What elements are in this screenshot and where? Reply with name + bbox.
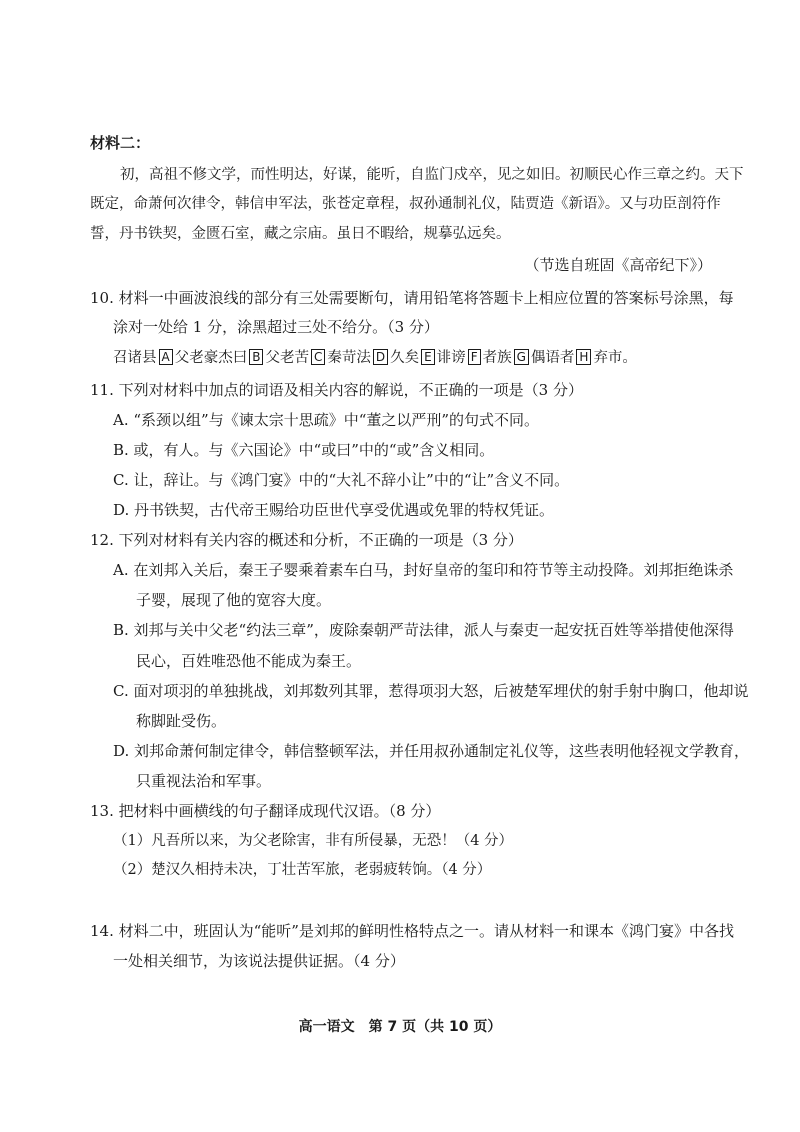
sentence-segment: 弃市。 xyxy=(593,350,637,366)
sentence-segment: 久矣 xyxy=(390,350,420,366)
question-12-option-b-cont: 民心，百姓唯恐他不能成为秦王。 xyxy=(136,652,362,670)
question-12-option-c: C. 面对项羽的单独挑战，刘邦数列其罪，惹得项羽大怒，后被楚军埋伏的射手射中胸口，他却说 xyxy=(113,682,749,700)
break-mark-f: F xyxy=(468,349,481,365)
break-mark-g: G xyxy=(514,349,529,365)
material-source: （节选自班固《高帝纪下》） xyxy=(524,256,712,274)
question-10-stem: 涂对一处给 1 分，涂黑超过三处不给分。（3 分） xyxy=(113,318,439,336)
material-line: 初，高祖不修文学，而性明达，好谋，能听，自监门戍卒，见之如旧。初顺民心作三章之约。天下 xyxy=(120,167,744,183)
sentence-segment: 父老豪杰曰 xyxy=(174,350,248,366)
question-12-option-a-cont: 子婴，展现了他的宽容大度。 xyxy=(136,591,332,609)
page-footer: 高一语文 第 7 页（共 10 页） xyxy=(298,1019,502,1035)
question-11-stem: 11. 下列对材料中加点的词语及相关内容的解说，不正确的一项是（3 分） xyxy=(90,381,583,399)
sentence-segment: 父老苦 xyxy=(265,350,309,366)
sentence-segment: 者族 xyxy=(482,350,512,366)
sentence-segment: 偶语者 xyxy=(530,350,575,366)
question-13-stem: 13. 把材料中画横线的句子翻译成现代汉语。（8 分） xyxy=(90,802,441,820)
sentence-segment: 召诸县 xyxy=(113,350,157,366)
question-11-option-a: A. “系颈以组”与《谏太宗十思疏》中“董之以严刑”的句式不同。 xyxy=(113,411,540,429)
sentence-segment: 诽谤 xyxy=(436,350,466,366)
break-mark-d: D xyxy=(373,349,388,365)
break-mark-b: B xyxy=(249,349,263,365)
question-14-stem: 一处相关细节，为该说法提供证据。（4 分） xyxy=(113,952,405,970)
question-12-option-d-cont: 只重视法治和军事。 xyxy=(136,772,272,790)
question-12-option-c-cont: 称脚趾受伤。 xyxy=(136,712,227,730)
question-12-stem: 12. 下列对材料有关内容的概述和分析，不正确的一项是（3 分） xyxy=(90,531,523,549)
break-mark-c: C xyxy=(311,349,325,365)
question-12-option-b: B. 刘邦与关中父老“约法三章”，废除秦朝严苛法律，派人与秦吏一起安抚百姓等举措使他深得 xyxy=(113,621,734,639)
question-13-item-2: （2）楚汉久相持未决，丁壮苦军旅，老弱疲转饷。（4 分） xyxy=(113,862,492,878)
material-heading: 材料二： xyxy=(90,134,151,152)
question-10-stem: 10. 材料一中画波浪线的部分有三处需要断句，请用铅笔将答题卡上相应位置的答案标号涂黑，每 xyxy=(90,289,734,307)
break-mark-h: H xyxy=(576,349,591,365)
material-line: 誓，丹书铁契，金匮石室，藏之宗庙。虽日不暇给，规摹弘远矣。 xyxy=(90,226,511,242)
question-12-option-d: D. 刘邦命萧何制定律令，韩信整顿军法，并任用叔孙通制定礼仪等，这些表明他轻视文学教育， xyxy=(113,742,750,760)
material-line: 既定，命萧何次律令，韩信申军法，张苍定章程，叔孙通制礼仪，陆贾造《新语》。又与功臣剖符作 xyxy=(90,196,721,212)
question-11-option-c: C. 让，辞让。与《鸿门宴》中的“大礼不辞小让”中的“让”含义不同。 xyxy=(113,471,570,489)
break-mark-a: A xyxy=(159,349,173,365)
question-11-option-b: B. 或，有人。与《六国论》中“或曰”中的“或”含义相同。 xyxy=(113,441,495,459)
question-14-stem: 14. 材料二中，班固认为“能听”是刘邦的鲜明性格特点之一。请从材料一和课本《鸿门宴》中各找 xyxy=(90,922,734,940)
question-12-option-a: A. 在刘邦入关后，秦王子婴乘着素车白马，封好皇帝的玺印和符节等主动投降。刘邦拒绝诛杀 xyxy=(113,561,734,579)
question-13-item-1: （1）凡吾所以来，为父老除害，非有所侵暴，无恐！（4 分） xyxy=(113,833,514,849)
question-10-sentence xyxy=(113,348,637,368)
question-11-option-d: D. 丹书铁契，古代帝王赐给功臣世代享受优遇或免罪的特权凭证。 xyxy=(113,501,555,519)
break-mark-e: E xyxy=(421,349,435,365)
sentence-segment: 秦苛法 xyxy=(327,350,371,366)
